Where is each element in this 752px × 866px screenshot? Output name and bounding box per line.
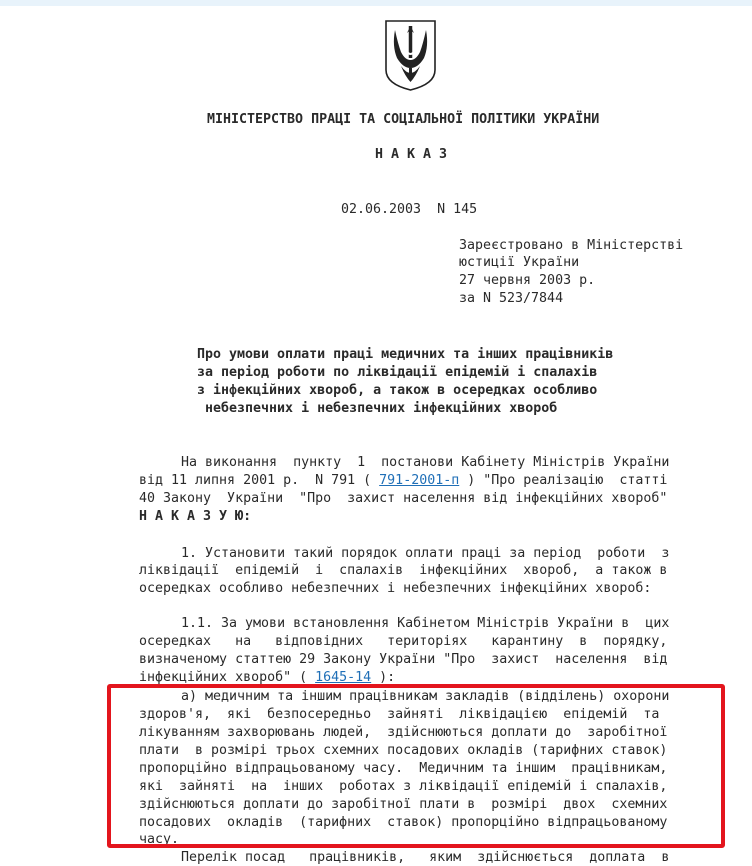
item1-line: осередках особливо небезпечних і небезпечних інфекційних хвороб: (139, 581, 652, 596)
subitem-a-line: здійснюються доплати до заробітної плати в розмірі двох схемних (139, 797, 668, 812)
registration-line: за N 523/7844 (459, 291, 564, 306)
subitem-a-line: а) медичним та іншим працівникам закладів (відділень) охорони (181, 689, 670, 704)
item11-line: визначеному статтею 29 Закону України "Про захист населення від (139, 652, 668, 667)
subitem-a-line: здоров'я, які безпосередньо зайняті ліквідацією епідемій та (139, 707, 660, 722)
document-title-line: з інфекційних хвороб, а також в осередках особливо (197, 383, 598, 398)
preamble-line (139, 472, 667, 489)
subitem-a-line: пропорційно відпрацьованому часу. Медичним та іншим працівникам, (139, 761, 668, 776)
document-title-line: небезпечних і небезпечних інфекційних хвороб (205, 401, 558, 416)
registration-line: Зареєстровано в Міністерстві (459, 238, 684, 253)
item1-line: ліквідації епідемій і спалахів інфекційних хвороб, а також в (139, 563, 668, 578)
subitem-a-line: часу. (139, 832, 180, 847)
registration-line: 27 червня 2003 р. (459, 273, 596, 288)
trident-coat-of-arms-icon (383, 18, 438, 93)
item11-line: осередках на відповідних територіях карантину в порядку, (139, 634, 668, 649)
law-link-1645-14[interactable]: 1645-14 (315, 670, 372, 685)
document-title-line: за період роботи по ліквідації епідемій і спалахів (197, 365, 598, 380)
item11-line (139, 669, 395, 686)
subitem-a-line: які зайняті на інших роботах з ліквідації епідемій і спалахів, (139, 779, 668, 794)
item11-line: 1.1. За умови встановлення Кабінетом Міністрів України в цих (181, 616, 670, 631)
order-keyword: Н А К А З У Ю: (139, 509, 252, 524)
subitem-a-line: лікуванням захворювань людей, здійснюються доплати до заробітної (139, 725, 668, 740)
item11-text: інфекційних хвороб" ( (139, 670, 316, 685)
subitem-a-line: посадових окладів (тарифних ставок) пропорційно відпрацьованому (139, 815, 668, 830)
top-bar (0, 0, 752, 6)
last-visible-line: Перелік посад працівників, яким здійснюється доплата в (181, 850, 670, 865)
preamble-text: від 11 липня 2001 р. N 791 ( (139, 473, 380, 488)
preamble-text: ) "Про реалізацію статті (459, 473, 668, 488)
date-number: 02.06.2003 N 145 (341, 202, 478, 217)
item11-text: ): (371, 670, 396, 685)
subitem-a-line: плати в розмірі трьох схемних посадових окладів (тарифних ставок) (139, 743, 668, 758)
item1-line: 1. Установити такий порядок оплати праці за період роботи з (181, 546, 670, 561)
document-title-line: Про умови оплати праці медичних та інших працівників (197, 347, 614, 362)
doc-type-heading: Н А К А З (375, 147, 448, 162)
ministry-heading: МІНІСТЕРСТВО ПРАЦІ ТА СОЦІАЛЬНОЇ ПОЛІТИКИ УКРАЇНИ (207, 112, 600, 127)
registration-line: юстиції України (459, 255, 580, 270)
preamble-line: На виконання пункту 1 постанови Кабінету Міністрів України (181, 455, 670, 470)
law-link-791-2001[interactable]: 791-2001-п (379, 473, 460, 488)
preamble-line: 40 Закону України "Про захист населення від інфекційних хвороб" (139, 491, 668, 506)
